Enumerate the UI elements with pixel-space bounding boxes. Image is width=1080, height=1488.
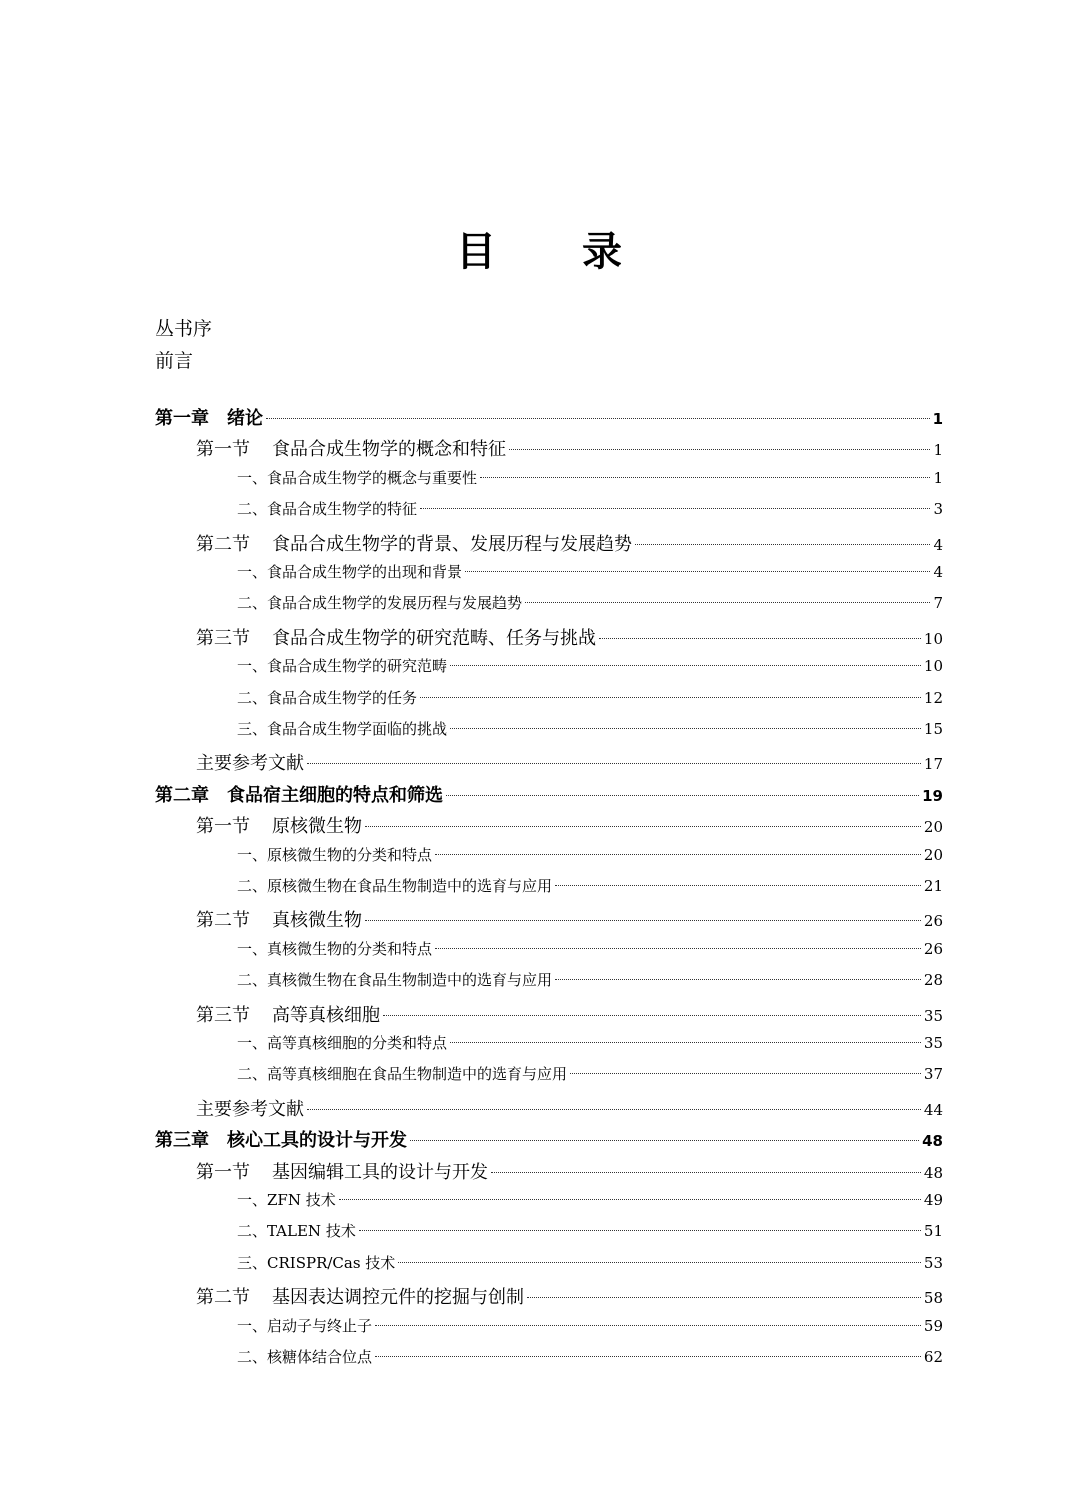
dot-leader [420, 508, 930, 509]
dot-leader [480, 477, 930, 478]
toc-entry-label: 第二节 [196, 910, 250, 932]
dot-leader [365, 920, 921, 921]
toc-entry-item[interactable] [237, 655, 943, 687]
toc-entry-label: 第二节 [196, 1287, 250, 1309]
toc-entry-title: 二、原核微生物在食品生物制造中的选育与应用 [237, 877, 553, 895]
toc-entry-page-number: 3 [933, 500, 943, 519]
dot-leader [635, 544, 930, 545]
toc-entry-page-number: 10 [923, 657, 943, 676]
toc-entry-page-number: 51 [923, 1222, 943, 1241]
toc-entry-title: 高等真核细胞 [272, 1004, 380, 1026]
toc-entry-title: 真核微生物 [272, 910, 362, 932]
dot-leader [375, 1356, 921, 1357]
toc-entry-page-number: 44 [923, 1100, 943, 1119]
toc-entry-page-number: 4 [933, 563, 943, 581]
toc-entry-title: 绪论 [227, 408, 263, 429]
toc-entry-item[interactable] [237, 498, 943, 530]
toc-entry-title: 一、原核微生物的分类和特点 [237, 845, 433, 864]
toc-entry-title: 食品合成生物学的背景、发展历程与发展趋势 [272, 533, 632, 555]
toc-entry-page-number: 59 [923, 1316, 943, 1335]
toc-entry-chapter[interactable] [155, 781, 943, 813]
toc-entry-page-number: 35 [923, 1034, 943, 1052]
toc-entry-title: 三、食品合成生物学面临的挑战 [237, 720, 448, 738]
toc-entry-page-number: 1 [932, 410, 943, 428]
toc-entry-title: 二、高等真核细胞在食品生物制造中的选育与应用 [237, 1065, 568, 1084]
toc-entry-section[interactable] [196, 624, 943, 656]
front-matter-preface[interactable]: 丛书序 [155, 318, 213, 340]
dot-leader [446, 795, 919, 796]
dot-leader [435, 948, 921, 949]
toc-entry-page-number: 1 [933, 468, 943, 487]
toc-entry-item[interactable] [237, 1189, 943, 1221]
toc-entry-item[interactable] [237, 938, 943, 970]
toc-entry-title: 一、高等真核细胞的分类和特点 [237, 1034, 448, 1052]
toc-entry-chapter[interactable] [155, 404, 943, 436]
toc-entry-item[interactable] [237, 1346, 943, 1378]
toc-entry-item[interactable] [237, 718, 943, 750]
toc-entry-title: 二、食品合成生物学的特征 [237, 500, 418, 519]
toc-entry-page-number: 20 [923, 845, 943, 864]
toc-entry-page-number: 58 [923, 1289, 943, 1308]
toc-entry-item[interactable] [237, 1032, 943, 1064]
front-matter-foreword[interactable]: 前言 [155, 350, 194, 372]
dot-leader [420, 697, 921, 698]
title-char-1: 目 [456, 229, 498, 275]
toc-entry-section[interactable] [196, 1095, 943, 1127]
dot-leader [509, 449, 930, 450]
toc-entry-title: 基因表达调控元件的挖掘与创制 [272, 1287, 524, 1309]
toc-entry-item[interactable] [237, 1315, 943, 1347]
toc-entry-page-number: 21 [923, 877, 943, 895]
title-char-2: 录 [582, 229, 624, 275]
toc-entry-title: 二、TALEN 技术 [237, 1222, 356, 1241]
toc-entry-label: 第一节 [196, 816, 250, 838]
dot-leader [570, 1073, 921, 1074]
toc-entry-label: 第三章 [155, 1130, 209, 1152]
toc-entry-label: 第三节 [196, 1004, 250, 1026]
toc-entry-page-number: 20 [923, 818, 943, 837]
dot-leader [307, 763, 921, 764]
dot-leader [359, 1230, 921, 1231]
toc-entry-label: 第三节 [196, 627, 250, 649]
toc-entry-page-number: 53 [923, 1253, 943, 1272]
dot-leader [465, 571, 930, 572]
toc-entry-section[interactable] [196, 1001, 943, 1033]
toc-entry-section[interactable] [196, 1283, 943, 1315]
dot-leader [307, 1109, 921, 1110]
toc-entry-title: 食品合成生物学的概念和特征 [272, 439, 506, 461]
toc-entry-item[interactable] [237, 592, 943, 624]
dot-leader [410, 1140, 919, 1141]
toc-entry-label: 第二章 [155, 784, 209, 806]
toc-entry-title: 二、食品合成生物学的发展历程与发展趋势 [237, 594, 523, 613]
toc-entry-title: 一、启动子与终止子 [237, 1316, 373, 1335]
toc-entry-title: 原核微生物 [272, 816, 362, 838]
dot-leader [555, 979, 921, 980]
toc-entry-label: 第一节 [196, 1161, 250, 1183]
dot-leader [375, 1325, 921, 1326]
toc-entry-title: 三、CRISPR/Cas 技术 [237, 1253, 396, 1272]
toc-entry-page-number: 17 [923, 755, 943, 774]
toc-entry-title: 核心工具的设计与开发 [227, 1130, 407, 1152]
dot-leader [525, 602, 930, 603]
toc-entry-item[interactable] [237, 561, 943, 593]
toc-entry-section[interactable] [196, 906, 943, 938]
toc-entry-page-number: 7 [933, 594, 943, 613]
toc-entry-item[interactable] [237, 1252, 943, 1284]
dot-leader [599, 638, 921, 639]
toc-entry-page-number: 26 [923, 939, 943, 958]
dot-leader [383, 1015, 921, 1016]
toc-entry-label: 第二节 [196, 533, 250, 555]
toc-entry-title: 食品合成生物学的研究范畴、任务与挑战 [272, 627, 596, 649]
toc-entry-section[interactable] [196, 530, 943, 562]
toc-entry-page-number: 10 [923, 629, 943, 648]
dot-leader [527, 1297, 921, 1298]
toc-entry-page-number: 48 [923, 1163, 943, 1182]
dot-leader [435, 854, 921, 855]
dot-leader [398, 1262, 921, 1263]
toc-entry-title: 二、真核微生物在食品生物制造中的选育与应用 [237, 971, 553, 990]
toc-entry-page-number: 15 [923, 720, 943, 738]
page-title [0, 220, 1080, 277]
toc-entry-item[interactable] [237, 844, 943, 876]
toc-entry-page-number: 37 [923, 1065, 943, 1084]
toc-entry-title: 主要参考文献 [196, 753, 304, 775]
toc-entry-title: 二、核糖体结合位点 [237, 1348, 373, 1366]
toc-entry-page-number: 1 [933, 441, 943, 460]
toc-entry-section[interactable] [196, 749, 943, 781]
toc-entry-item[interactable] [237, 687, 943, 719]
toc-entry-page-number: 4 [933, 535, 943, 554]
toc-entry-page-number: 26 [923, 912, 943, 931]
toc-entry-title: 一、食品合成生物学的概念与重要性 [237, 468, 478, 487]
toc-entry-page-number: 28 [923, 971, 943, 990]
toc-entry-title: 一、真核微生物的分类和特点 [237, 939, 433, 958]
toc-entry-title: 基因编辑工具的设计与开发 [272, 1161, 488, 1183]
toc-entry-item[interactable] [237, 1063, 943, 1095]
dot-leader [450, 1042, 921, 1043]
toc-entry-page-number: 62 [923, 1348, 943, 1366]
toc-entry-section[interactable] [196, 812, 943, 844]
toc-entry-page-number: 19 [922, 786, 943, 805]
toc-entry-title: 二、食品合成生物学的任务 [237, 688, 418, 707]
toc-entry-section[interactable] [196, 435, 943, 467]
toc-entry-label: 第一节 [196, 439, 250, 461]
toc-entry-page-number: 48 [922, 1132, 943, 1151]
dot-leader [339, 1199, 921, 1200]
toc-entry-item[interactable] [237, 969, 943, 1001]
toc-entry-item[interactable] [237, 875, 943, 907]
toc-entry-section[interactable] [196, 1158, 943, 1190]
toc-entry-title: 一、食品合成生物学的研究范畴 [237, 657, 448, 676]
toc-entry-item[interactable] [237, 1220, 943, 1252]
dot-leader [491, 1172, 921, 1173]
dot-leader [450, 665, 921, 666]
toc-entry-title: 食品宿主细胞的特点和筛选 [227, 784, 443, 806]
toc-entry-page-number: 49 [923, 1191, 943, 1209]
dot-leader [450, 728, 921, 729]
toc-entry-title: 主要参考文献 [196, 1098, 304, 1120]
toc-entry-page-number: 12 [923, 688, 943, 707]
dot-leader [266, 418, 930, 419]
toc-entry-title: 一、ZFN 技术 [237, 1191, 336, 1209]
toc-entry-label: 第一章 [155, 408, 209, 429]
toc-entry-item[interactable] [237, 467, 943, 499]
dot-leader [365, 826, 921, 827]
toc-entry-title: 一、食品合成生物学的出现和背景 [237, 563, 463, 581]
toc-entry-page-number: 35 [923, 1006, 943, 1025]
dot-leader [555, 885, 921, 886]
toc-entry-chapter[interactable] [155, 1126, 943, 1158]
